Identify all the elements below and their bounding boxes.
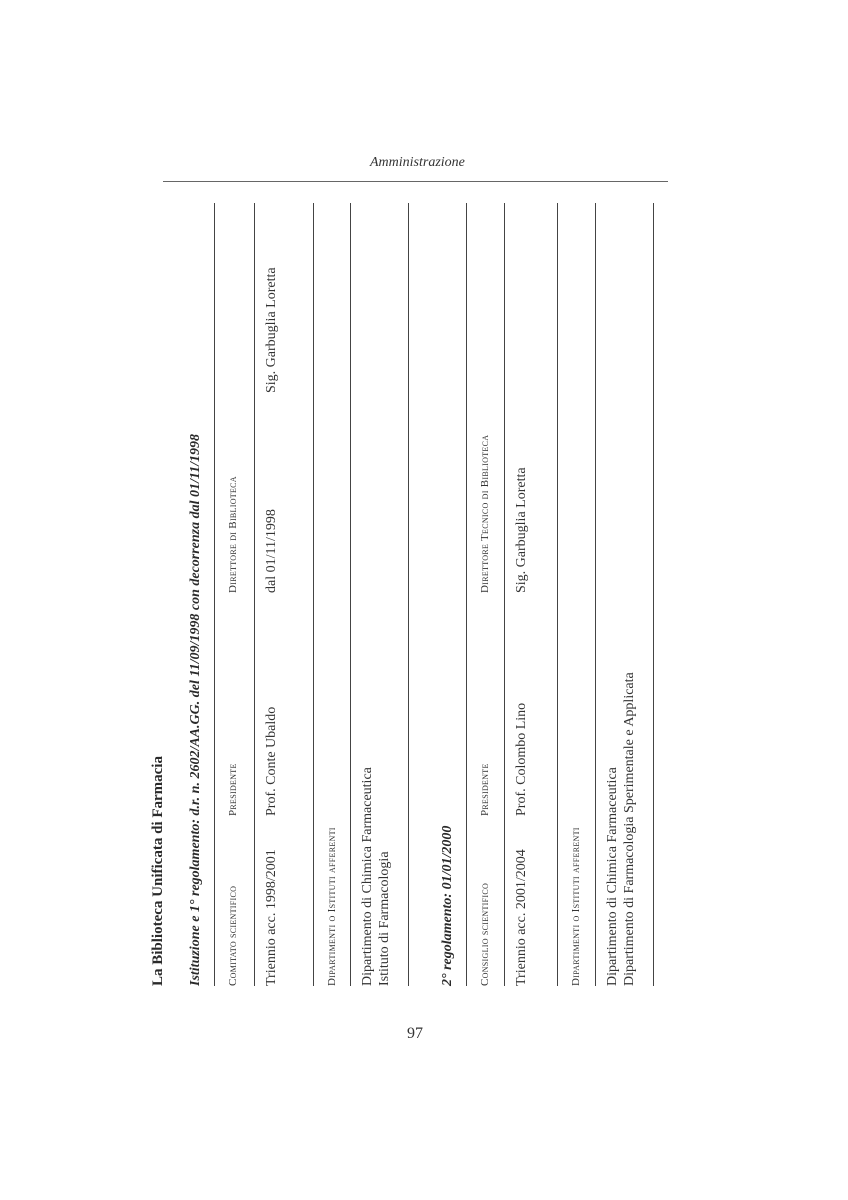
table-rule	[504, 203, 505, 986]
reg2-dept-2: Dipartimento di Farmacologia Sperimentale e Applicata	[622, 672, 637, 986]
reg2-header-council: Consiglio scientifico	[479, 882, 491, 986]
reg1-president-name: Prof. Conte Ubaldo	[264, 706, 279, 816]
reg1-triennio: Triennio acc. 1998/2001	[264, 849, 279, 986]
table-rule	[254, 203, 255, 986]
reg1-header-committee: Comitato scientifico	[227, 885, 239, 986]
header-rule	[163, 181, 668, 182]
table-rule	[557, 203, 558, 986]
section-title: La Biblioteca Unificata di Farmacia	[150, 756, 166, 986]
table-rule	[653, 203, 654, 986]
table-rule	[214, 203, 215, 986]
reg1-dept-header: Dipartimenti o Istituti afferenti	[326, 827, 338, 986]
reg1-header-director: Direttore di Biblioteca	[227, 476, 239, 593]
reg2-dept-header: Dipartimenti o Istituti afferenti	[570, 827, 582, 986]
reg1-director-name: Sig. Garbuglia Loretta	[264, 267, 279, 393]
reg2-dept-1: Dipartimento di Chimica Farmaceutica	[605, 767, 620, 986]
reg2-director-name: Sig. Garbuglia Loretta	[514, 467, 529, 593]
reg2-header-director: Direttore Tecnico di Biblioteca	[479, 434, 491, 593]
page-number: 97	[407, 1025, 423, 1042]
reg1-dept-2: Istituto di Farmacologia	[377, 851, 392, 986]
running-head: Amministrazione	[370, 155, 465, 170]
table-rule	[466, 203, 467, 986]
rotated-content	[150, 203, 665, 986]
reg1-heading: Istituzione e 1° regolamento: d.r. n. 2602/AA.GG. del 11/09/1998 con decorrenza dal 01/11/1998	[188, 433, 203, 986]
table-rule	[595, 203, 596, 986]
reg2-triennio: Triennio acc. 2001/2004	[514, 849, 529, 986]
reg1-header-president: Presidente	[227, 763, 239, 816]
reg2-header-president: Presidente	[479, 763, 491, 816]
table-rule	[350, 203, 351, 986]
reg2-heading: 2° regolamento: 01/01/2000	[440, 825, 455, 986]
table-rule	[408, 203, 409, 986]
reg1-director-from: dal 01/11/1998	[264, 509, 279, 593]
reg2-president-name: Prof. Colombo Lino	[514, 702, 529, 816]
reg1-dept-1: Dipartimento di Chimica Farmaceutica	[360, 767, 375, 986]
table-rule	[313, 203, 314, 986]
